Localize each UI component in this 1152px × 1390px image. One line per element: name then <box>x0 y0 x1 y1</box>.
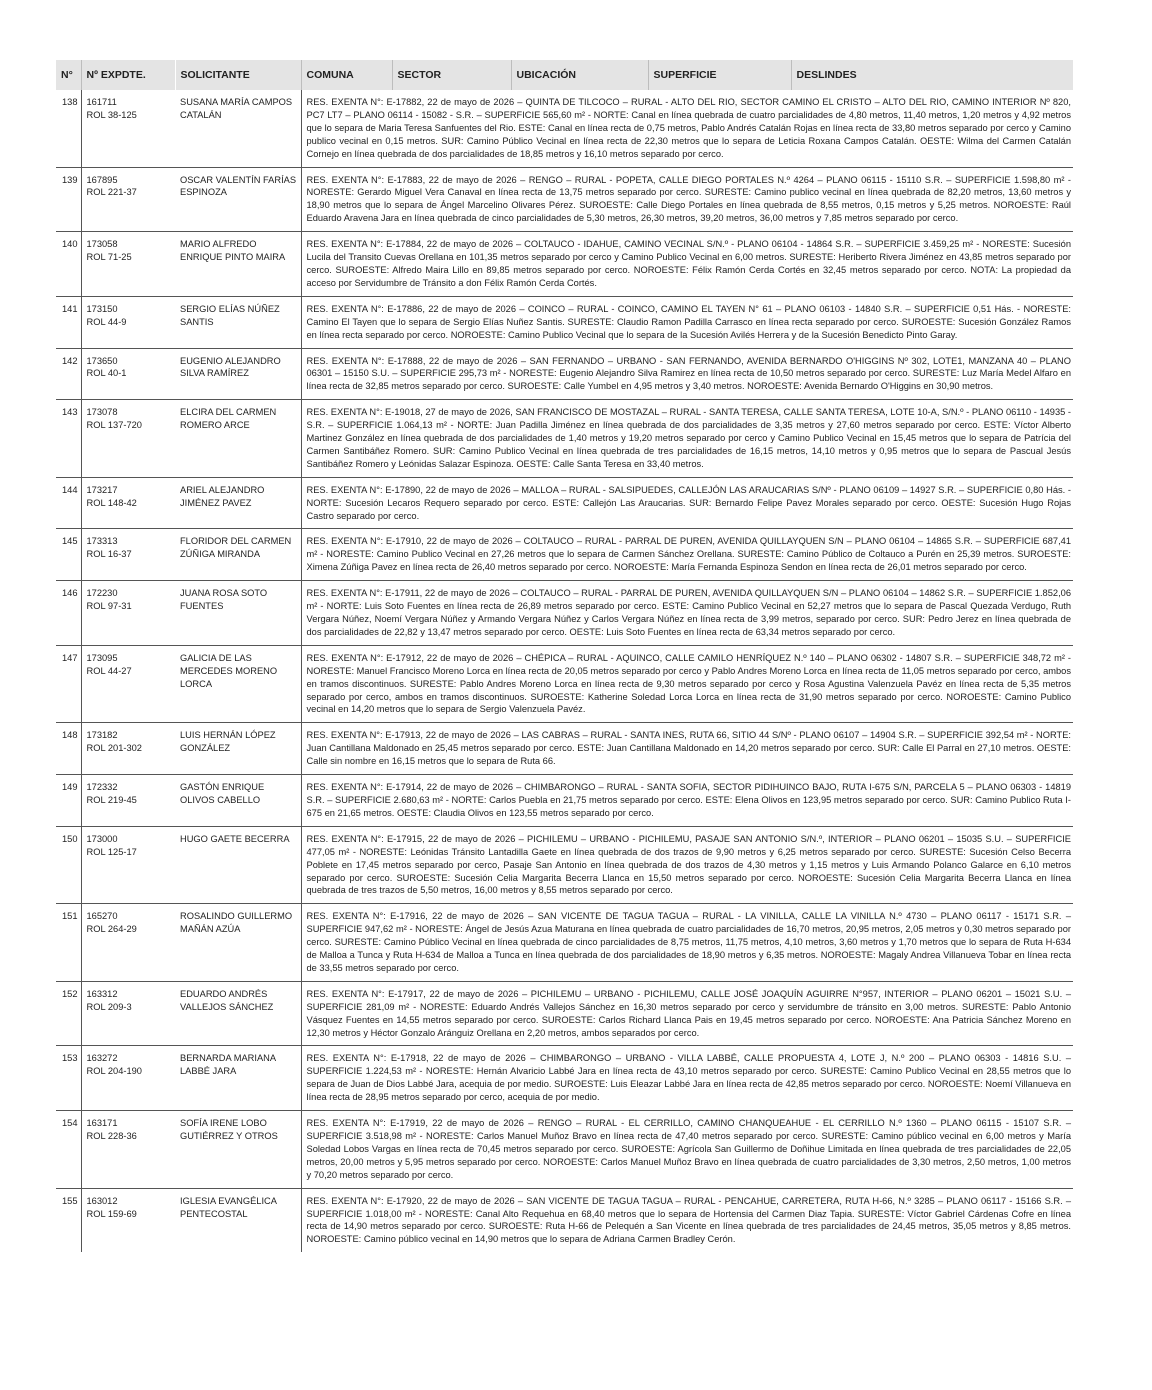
rol-number: ROL 148-42 <box>86 497 137 508</box>
table-header <box>56 60 1073 90</box>
rol-number: ROL 228-36 <box>86 1131 137 1141</box>
row-number: 153 <box>56 1046 81 1111</box>
expediente-number: 173095 <box>86 652 118 663</box>
row-number: 140 <box>56 232 81 297</box>
rol-number: ROL 219-45 <box>86 794 137 805</box>
row-number: 155 <box>56 1188 81 1252</box>
expediente-cell <box>81 167 175 232</box>
table-row <box>56 296 1073 348</box>
table-row <box>56 904 1073 982</box>
expediente-cell <box>81 529 175 581</box>
solicitante-name: LUIS HERNÁN LÓPEZ GONZÁLEZ <box>180 730 276 754</box>
rol-number: ROL 97-31 <box>86 601 132 612</box>
expediente-number: 173182 <box>86 730 118 741</box>
row-number: 152 <box>56 981 81 1046</box>
resolution-details: RES. EXENTA N°: E-19018, 27 de mayo de 2026, SAN FRANCISCO DE MOSTAZAL – RURAL - SANTA TERESA, CALLE SANTA TERESA, LOTE 10-A, S/N.º - PLANO 06110 - 14935 - S.R. – SUPERFICIE 1.064,13 m² - NORTE: Juan Padilla Jiménez en línea quebrada de dos parcialidades de 3,35 metros y 27,60 metros separado por cerco. ESTE: Víctor Alberto Martinez González en línea quebrada de dos parcialidades de 1,40 metros y 19,20 metros separado por cerco y Camino Publico Vecinal en 15,45 metros que lo separa de Patrícia del Carmen Santibáñez Romero. SUR: Camino Publico Vecinal en línea quebrada de tres parcialidades de 16,15 metros, 14,10 metros y 0,95 metros que lo separa de Pascual Jesús Santibáñez Romero y Leónidas Salazar Espinoza. OESTE: Calle Santa Teresa en 33,40 metros. <box>301 400 1073 478</box>
expediente-cell <box>81 1188 175 1252</box>
table-row <box>56 167 1073 232</box>
solicitante-name: SUSANA MARÍA CAMPOS CATALÁN <box>180 97 293 120</box>
expediente-number: 173078 <box>86 407 118 418</box>
expediente-cell <box>81 904 175 982</box>
rol-number: ROL 44-9 <box>86 316 127 327</box>
expediente-cell <box>81 775 175 827</box>
header-num: N° <box>56 60 81 90</box>
expediente-cell <box>81 232 175 297</box>
row-number: 151 <box>56 904 81 982</box>
solicitante-name: SERGIO ELÍAS NÚÑEZ SANTIS <box>180 303 280 327</box>
solicitante-name: JUANA ROSA SOTO FUENTES <box>180 588 268 612</box>
rol-number: ROL 209-3 <box>86 1001 132 1012</box>
rol-number: ROL 40-1 <box>86 368 127 379</box>
table-body <box>56 90 1073 1252</box>
rol-number: ROL 71-25 <box>86 252 132 263</box>
table-row <box>56 775 1073 827</box>
row-number: 145 <box>56 529 81 581</box>
row-number: 149 <box>56 775 81 827</box>
row-number: 143 <box>56 400 81 478</box>
resolution-details: RES. EXENTA N°: E-17918, 22 de mayo de 2026 – CHIMBARONGO – URBANO - VILLA LABBÉ, CALLE PROPUESTA 4, LOTE J, N.º 200 – PLANO 06303 - 14816 S.U. – SUPERFICIE 1.224,53 m² - NORESTE: Hernán Alvaricio Labbé Jara en línea recta de 43,10 metros separado por cerco. SURESTE: Camino Publico Vecinal en 28,55 metros que lo separa de Juan de Dios Labbé Jara, acequia de por medio. SUROESTE: Luis Eleazar Labbé Jara en línea recta de 42,85 metros separado por cerco. NOROESTE: Noemí Villanueva en línea recta de 28,95 metros separado por cerco, acequia de por medio. <box>301 1046 1073 1111</box>
solicitante-name: HUGO GAETE BECERRA <box>180 833 290 844</box>
row-number: 144 <box>56 477 81 529</box>
resolution-details: RES. EXENTA N°: E-17886, 22 de mayo de 2026 – COINCO – RURAL - COINCO, CAMINO EL TAYEN N° 61 – PLANO 06103 - 14840 S.R. – SUPERFICIE 0,51 Hás. - NORESTE: Camino El Tayen que lo separa de Sergio Elías Nuñez Santis. SURESTE: Claudio Ramon Padilla Carrasco en línea recta separado por cerco. SUROESTE: Sucesión González Ramos en línea recta separado por cerco. NOROESTE: Camino Publico Vecinal que lo separa de la Sucesión Avilés Herrera y de la Sucesión Benedicto Pinto Garay. <box>301 296 1073 348</box>
expediente-cell <box>81 1111 175 1189</box>
resolution-details: RES. EXENTA N°: E-17915, 22 de mayo de 2026 – PICHILEMU – URBANO - PICHILEMU, PASAJE SAN ANTONIO S/N.º, INTERIOR – PLANO 06201 – 15035 S.U. – SUPERFICIE 477,05 m² - NORESTE: Leónidas Tránsito Lantadilla Gaete en línea quebrada de dos trazos de 9,90 metros y 6,25 metros separado por cerco. SURESTE: Sucesión Celso Becerra Poblete en 17,45 metros separado por cerco, Pasaje San Antonio en línea quebrada de dos trazos de 4,30 metros y 1,15 metros y Luis Armando Polanco Galarce en 6,10 metros separado por cerco. SUROESTE: Sucesión Celia Margarita Becerra Llanca en 15,50 metros separado por cerco. NOROESTE: Sucesión Celia Margarita Becerra Llanca en línea quebrada de tres trazos de 5,50 metros, 16,00 metros y 8,55 metros separado por cerco. <box>301 826 1073 904</box>
expediente-number: 173058 <box>86 239 118 250</box>
resolution-details: RES. EXENTA N°: E-17911, 22 de mayo de 2026 – COLTAUCO – RURAL - PARRAL DE PUREN, AVENIDA QUILLAYQUEN S/N – PLANO 06104 – 14862 S.R. – SUPERFICIE 1.852,06 m² - NORTE: Luis Soto Fuentes en línea recta de 26,89 metros separado por cerco. ESTE: Camino Publico Vecinal en 52,27 metros que lo separa de Pascal Quezada Verdugo, Ruth Vergara Núñez, Noemí Vergara Núñez y Armando Vergara Núñez y Carlos Vergara Núñez en línea recta de 3,99 metros, separado por cerco. SUR: Pedro Jerez en línea quebrada de dos parcialidades de 22,82 y 13,47 metros separado por cerco. OESTE: Luis Soto Fuentes en línea recta de 63,34 metros separado por cerco. <box>301 581 1073 646</box>
expediente-number: 161711 <box>86 97 117 107</box>
table-row <box>56 1188 1073 1252</box>
rol-number: ROL 264-29 <box>86 924 137 935</box>
rol-number: ROL 16-37 <box>86 549 132 560</box>
expediente-number: 173150 <box>86 303 118 314</box>
registry-table-page <box>56 60 1073 1252</box>
table-row <box>56 1046 1073 1111</box>
row-number: 148 <box>56 723 81 775</box>
expediente-number: 172230 <box>86 588 118 599</box>
solicitante-name: ROSALINDO GUILLERMO MAÑÁN AZÚA <box>180 911 293 935</box>
row-number: 141 <box>56 296 81 348</box>
expediente-number: 167895 <box>86 174 118 185</box>
table-row <box>56 348 1073 400</box>
expediente-cell <box>81 400 175 478</box>
solicitante-name: SOFÍA IRENE LOBO GUTIÉRREZ Y OTROS <box>180 1118 278 1141</box>
solicitante-name: GASTÓN ENRIQUE OLIVOS CABELLO <box>180 782 265 805</box>
table-row <box>56 645 1073 723</box>
header-comuna: COMUNA <box>301 60 392 90</box>
expediente-number: 165270 <box>86 911 118 922</box>
row-number: 138 <box>56 90 81 167</box>
row-number: 146 <box>56 581 81 646</box>
resolution-details: RES. EXENTA N°: E-17917, 22 de mayo de 2026 – PICHILEMU – URBANO - PICHILEMU, CALLE JOSÉ JOAQUÍN AGUIRRE N°957, INTERIOR – PLANO 06201 – 15021 S.U. – SUPERFICIE 281,09 m² - NORESTE: Eduardo Andrés Vallejos Sánchez en 16,30 metros separado por cerco y servidumbre de tránsito en 3,00 metros. SURESTE: Pablo Antonio Vásquez Fuentes en 14,55 metros separado por cerco. SUROESTE: Carlos Richard Llanca Pais en 19,45 metros separado por cerco. NOROESTE: Ana Patricia Sánchez Moreno en 12,30 metros y Héctor Gonzalo Aránguiz Orellana en 2,20 metros, ambos separados por cerco. <box>301 981 1073 1046</box>
resolution-details: RES. EXENTA N°: E-17912, 22 de mayo de 2026 – CHÉPICA – RURAL - AQUINCO, CALLE CAMILO HENRÍQUEZ N.º 140 – PLANO 06302 - 14807 S.R. – SUPERFICIE 348,72 m² - NORESTE: Manuel Francisco Moreno Lorca en línea recta de 20,05 metros separado por cerco y Pablo Andres Moreno Lorca en línea recta de 11,05 metros separado por cerco, ambos en tramos discontinuos. SURESTE: Pablo Andres Moreno Lorca en línea recta de 9,30 metros separado por cerco y Rosa Agustina Valenzuela Pavéz en línea recta de 5,35 metros separado por cerco, ambos en tramos discontinuos. SUROESTE: Katherine Soledad Lorca Lorca en línea recta de 31,90 metros separado por cerco. NOROESTE: Camino Publico vecinal en 14,20 metros que lo separa de Sergio Valenzuela Pavéz. <box>301 645 1073 723</box>
header-ubicacion: UBICACIÓN <box>511 60 648 90</box>
expediente-number: 173313 <box>86 536 118 547</box>
expediente-cell <box>81 348 175 400</box>
property-registry-table <box>56 60 1074 1252</box>
expediente-number: 173217 <box>86 484 118 495</box>
expediente-number: 173000 <box>86 833 118 844</box>
solicitante-name: GALICIA DE LAS MERCEDES MORENO LORCA <box>180 652 278 689</box>
table-row <box>56 90 1073 167</box>
expediente-number: 163171 <box>86 1118 118 1129</box>
resolution-details: RES. EXENTA N°: E-17888, 22 de mayo de 2026 – SAN FERNANDO – URBANO - SAN FERNANDO, AVENIDA BERNARDO O'HIGGINS Nº 302, LOTE1, MANZANA 40 – PLANO 06301 – 15150 S.U. – SUPERFICIE 295,73 m² - NORESTE: Eugenio Alejandro Silva Ramirez en línea recta de 10,50 metros separado por cerco. SURESTE: Luz María Medel Alfaro en línea recta de 32,85 metros separado por cerco. SUROESTE: Calle Yumbel en 4,95 metros y 3,40 metros. NOROESTE: Avenida Bernardo O'Higgins en 30,90 metros. <box>301 348 1073 400</box>
expediente-cell <box>81 477 175 529</box>
resolution-details: RES. EXENTA N°: E-17883, 22 de mayo de 2026 – RENGO – RURAL - POPETA, CALLE DIEGO PORTALES N.º 4264 – PLANO 06115 - 15110 S.R. – SUPERFICIE 1.598,80 m² - NORESTE: Gerardo Miguel Vera Canaval en línea recta de 13,75 metros separado por cerco. SURESTE: Camino publico vecinal en línea quebrada de 82,20 metros, 13,60 metros y 18,90 metros que lo separa de Ángel Marcelino Olivares Pérez. SUROESTE: Calle Diego Portales en línea quebrada de 8,55 metros, 0,15 metros y 5,25 metros. NOROESTE: Raúl Eduardo Aravena Jara en línea quebrada de cinco parcialidades de 5,30 metros, 26,30 metros, 39,20 metros, 36,00 metros y 7,85 metros separado por cerco. <box>301 167 1073 232</box>
expediente-number: 173650 <box>86 355 118 366</box>
rol-number: ROL 38-125 <box>86 109 137 120</box>
resolution-details: RES. EXENTA N°: E-17916, 22 de mayo de 2026 – SAN VICENTE DE TAGUA TAGUA – RURAL - LA VINILLA, CALLE LA VINILLA N.º 4730 – PLANO 06117 - 15171 S.R. – SUPERFICIE 947,62 m² - NORESTE: Ángel de Jesús Azua Maturana en línea quebrada de cuatro parcialidades de 16,70 metros, 20,95 metros, 2,05 metros y 0,30 metros separado por cerco. SURESTE: Camino Público Vecinal en línea quebrada de cinco parcialidades de 8,75 metros, 11,75 metros, 4,10 metros, 3,60 metros y 1,70 metros que lo separa de Ruta H-634 de Malloa a Tunca y Ruta H-634 de Malloa a Tunca en línea quebrada de dos parcialidades de 18,90 metros y 6,35 metros. NOROESTE: Magaly Andrea Villanueva Tobar en línea recta de 33,55 metros separado por cerco. <box>301 904 1073 982</box>
table-row <box>56 723 1073 775</box>
table-row <box>56 581 1073 646</box>
expediente-cell <box>81 645 175 723</box>
expediente-cell <box>81 981 175 1046</box>
expediente-cell <box>81 581 175 646</box>
resolution-details: RES. EXENTA N°: E-17910, 22 de mayo de 2026 – COLTAUCO – RURAL - PARRAL DE PUREN, AVENIDA QUILLAYQUEN S/N – PLANO 06104 – 14865 S.R. – SUPERFICIE 687,41 m² - NORESTE: Camino Publico Vecinal en 27,26 metros que lo separa de Carmen Sánchez Orellana. SURESTE: Camino Público de Coltauco a Purén en 25,39 metros. SUROESTE: Ximena Zúñiga Pavez en línea recta de 26,40 metros separado por cerco. NOROESTE: María Fernanda Espinoza Sendon en línea recta de 26,01 metros separado por cerco. <box>301 529 1073 581</box>
table-row <box>56 232 1073 297</box>
header-row <box>56 60 1073 90</box>
table-row <box>56 826 1073 904</box>
table-row <box>56 981 1073 1046</box>
row-number: 142 <box>56 348 81 400</box>
header-solicitante: SOLICITANTE <box>175 60 301 90</box>
solicitante-name: EDUARDO ANDRÉS VALLEJOS SÁNCHEZ <box>180 988 274 1012</box>
rol-number: ROL 44-27 <box>86 665 132 676</box>
expediente-number: 163312 <box>86 988 118 999</box>
expediente-cell <box>81 723 175 775</box>
table-row <box>56 400 1073 478</box>
rol-number: ROL 125-17 <box>86 846 137 857</box>
table-row <box>56 529 1073 581</box>
rol-number: ROL 204-190 <box>86 1066 142 1077</box>
resolution-details: RES. EXENTA N°: E-17919, 22 de mayo de 2026 – RENGO – RURAL - EL CERRILLO, CAMINO CHANQUEAHUE - EL CERRILLO N.º 1360 – PLANO 06115 - 15107 S.R. – SUPERFICIE 3.518,98 m² - NORESTE: Carlos Manuel Muñoz Bravo en línea recta de 47,40 metros separado por cerco. SURESTE: Camino público vecinal en 6,00 metros y María Soledad Lobos Vargas en línea recta de 70,45 metros separado por cerco. SUROESTE: Agrícola San Guillermo de Doñihue Limitada en línea quebrada de tres parcialidades de 22,05 metros, 20,00 metros y 5,95 metros separado por cerco. NOROESTE: Carlos Manuel Muñoz Bravo en línea quebrada de cuatro parcialidades de 3,30 metros, 2,50 metros, 1,00 metros y 70,20 metros separado por cerco. <box>301 1111 1073 1189</box>
header-expdte: Nº EXPDTE. <box>81 60 175 90</box>
solicitante-name: EUGENIO ALEJANDRO SILVA RAMÍREZ <box>180 355 281 379</box>
header-sector: SECTOR <box>392 60 511 90</box>
header-superficie: SUPERFICIE <box>648 60 791 90</box>
expediente-number: 172332 <box>86 782 118 793</box>
expediente-number: 163272 <box>86 1053 118 1064</box>
expediente-cell <box>81 296 175 348</box>
row-number: 154 <box>56 1111 81 1189</box>
resolution-details: RES. EXENTA N°: E-17890, 22 de mayo de 2026 – MALLOA – RURAL - SALSIPUEDES, CALLEJÓN LAS ARAUCARIAS S/Nº - PLANO 06109 – 14927 S.R. – SUPERFICIE 0,80 Hás. - NORTE: Sucesión Lecaros Requero separado por cerco. ESTE: Callejón Las Araucarias. SUR: Bernardo Felipe Pavez Morales separado por cerco. OESTE: Sucesión Hugo Rojas Castro separado por cerco. <box>301 477 1073 529</box>
solicitante-name: FLORIDOR DEL CARMEN ZÚÑIGA MIRANDA <box>180 536 292 560</box>
rol-number: ROL 221-37 <box>86 187 137 198</box>
rol-number: ROL 137-720 <box>86 420 142 431</box>
row-number: 139 <box>56 167 81 232</box>
header-deslindes: DESLINDES <box>791 60 1073 90</box>
row-number: 150 <box>56 826 81 904</box>
solicitante-name: OSCAR VALENTÍN FARÍAS ESPINOZA <box>180 174 297 198</box>
table-row <box>56 477 1073 529</box>
solicitante-name: ELCIRA DEL CARMEN ROMERO ARCE <box>180 407 277 431</box>
rol-number: ROL 159-69 <box>86 1208 137 1219</box>
resolution-details: RES. EXENTA N°: E-17920, 22 de mayo de 2026 – SAN VICENTE DE TAGUA TAGUA – RURAL - PENCAHUE, CARRETERA, RUTA H-66, N.º 3285 – PLANO 06117 - 15166 S.R. – SUPERFICIE 1.018,00 m² - NORESTE: Canal Alto Requehua en 68,40 metros que lo separa de Hortensia del Carmen Diaz Tapia. SURESTE: Víctor Gabriel Cárdenas Cofre en línea recta de 14,90 metros separado por cerco. SUROESTE: Ruta H-66 de Pelequén a San Vicente en línea quebrada de tres parcialidades de 24,45 metros, 35,05 metros y 8,85 metros. NOROESTE: Camino público vecinal en 14,90 metros que lo separa de Adriana Carmen Bradley Cerón. <box>301 1188 1073 1252</box>
expediente-cell <box>81 1046 175 1111</box>
expediente-number: 163012 <box>86 1195 118 1206</box>
solicitante-name: BERNARDA MARIANA LABBÉ JARA <box>180 1053 276 1077</box>
rol-number: ROL 201-302 <box>86 743 142 754</box>
row-number: 147 <box>56 645 81 723</box>
resolution-details: RES. EXENTA N°: E-17914, 22 de mayo de 2026 – CHIMBARONGO – RURAL - SANTA SOFIA, SECTOR PIDIHUINCO BAJO, RUTA I-675 S/N, PARCELA 5 – PLANO 06303 - 14819 S.R. – SUPERFICIE 2.680,63 m² - NORTE: Carlos Puebla en 21,75 metros separado por cerco. ESTE: Elena Olivos en 123,95 metros separado por cerco. SUR: Camino Publico Ruta I-675 en 21,65 metros. OESTE: Claudia Olivos en 123,55 metros separado por cerco. <box>301 775 1073 827</box>
expediente-cell <box>81 90 175 167</box>
solicitante-name: MARIO ALFREDO ENRIQUE PINTO MAIRA <box>180 239 286 263</box>
expediente-cell <box>81 826 175 904</box>
resolution-details: RES. EXENTA N°: E-17884, 22 de mayo de 2026 – COLTAUCO - IDAHUE, CAMINO VECINAL S/N.º - PLANO 06104 - 14864 S.R. – SUPERFICIE 3.459,25 m² - NORESTE: Sucesión Lucila del Transito Cuevas Orellana en 101,35 metros separado por cerco y Camino Publico Vecinal en 6,00 metros. SURESTE: Heriberto Rivera Jiménez en 43,85 metros separado por cerco. SUROESTE: Alfredo Maira Lillo en 89,85 metros separado por cerco. NOROESTE: Félix Ramón Cerda Cortés en 32,45 metros separado por cerco. NOTA: La propiedad da acceso por Servidumbre de Tránsito a don Félix Ramón Cerda Cortés. <box>301 232 1073 297</box>
resolution-details: RES. EXENTA N°: E-17882, 22 de mayo de 2026 – QUINTA DE TILCOCO – RURAL - ALTO DEL RIO, SECTOR CAMINO EL CRISTO – ALTO DEL RIO, CAMINO INTERIOR Nº 820, PC7 LT7 – PLANO 06114 - 15082 - S.R. – SUPERFICIE 565,60 m² - NORTE: Canal en línea quebrada de cuatro parcialidades de 4,80 metros, 11,40 metros, 1,20 metros y 4,92 metros que lo separa de Maria Teresa Sanfuentes del Rio. ESTE: Canal en línea recta de 0,75 metros, Pablo Andrés Catalán Rojas en línea recta de 33,80 metros separado por cerco y Camino publico vecinal en 0,15 metros. SUR: Camino Público Vecinal en línea recta de 22,30 metros que lo separa de Leticia Roxana Campos Catalán. OESTE: Wilma del Carmen Catalán Cornejo en línea quebrada de dos parcialidades de 18,85 metros y 16,10 metros separado por cerco. <box>301 90 1073 167</box>
resolution-details: RES. EXENTA N°: E-17913, 22 de mayo de 2026 – LAS CABRAS – RURAL - SANTA INES, RUTA 66, SITIO 44 S/Nº - PLANO 06107 – 14904 S.R. – SUPERFICIE 392,54 m² - NORTE: Juan Cantillana Maldonado en 25,45 metros separado por cerco. ESTE: Juan Cantillana Maldonado en 14,20 metros separado por cerco. SUR: Calle El Parral en 27,10 metros. OESTE: Calle sin nombre en 16,15 metros que lo separa de Ruta 66. <box>301 723 1073 775</box>
table-row <box>56 1111 1073 1189</box>
solicitante-name: ARIEL ALEJANDRO JIMÉNEZ PAVEZ <box>180 484 265 508</box>
solicitante-name: IGLESIA EVANGÉLICA PENTECOSTAL <box>180 1195 277 1219</box>
